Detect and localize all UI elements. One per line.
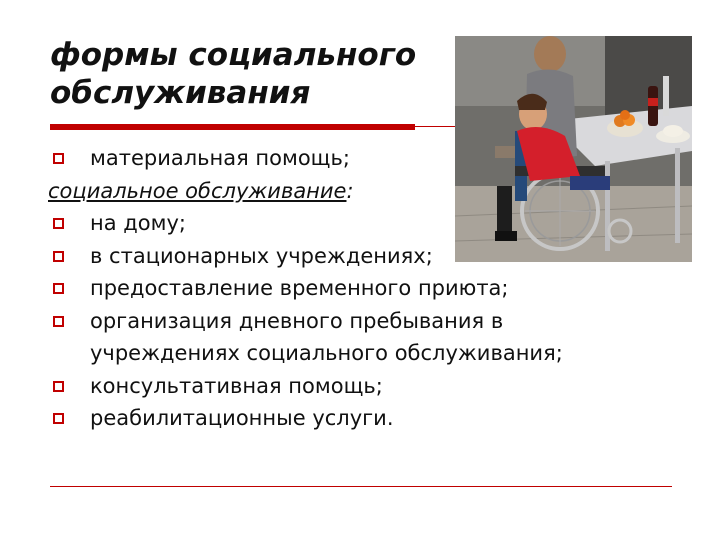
bullet-icon	[53, 316, 64, 327]
list-item	[48, 207, 688, 240]
list-item-continuation	[48, 337, 688, 370]
bullet-icon	[53, 251, 64, 262]
bullet-icon	[53, 413, 64, 424]
list-item	[48, 370, 688, 403]
list-item-text: предоставление временного приюта;	[90, 276, 509, 300]
list-item	[48, 402, 688, 435]
bullet-icon	[53, 381, 64, 392]
bullet-list	[48, 142, 688, 435]
bullet-icon	[53, 153, 64, 164]
bullet-icon	[53, 218, 64, 229]
title-line-1: формы социального	[50, 37, 417, 73]
list-item	[48, 272, 688, 305]
list-item-text: на дому;	[90, 211, 186, 235]
bullet-icon	[53, 283, 64, 294]
list-item-text: организация дневного пребывания в	[90, 308, 504, 333]
list-item-text: реабилитационные услуги.	[90, 406, 394, 430]
list-item-text: в стационарных учреждениях;	[90, 243, 433, 268]
subheading-text: социальное обслуживание	[48, 178, 347, 203]
list-item-text: учреждениях социального обслуживания;	[90, 341, 563, 365]
subheading-colon: :	[346, 178, 354, 203]
bottom-divider	[50, 486, 672, 487]
slide-title	[50, 36, 480, 112]
list-item	[48, 240, 688, 273]
list-item-text: материальная помощь;	[90, 146, 350, 170]
list-item-text: консультативная помощь;	[90, 373, 383, 398]
list-item	[48, 142, 688, 175]
title-line-2: обслуживания	[50, 75, 311, 111]
title-underline-bar	[50, 124, 415, 130]
list-subheading	[48, 175, 688, 208]
list-item	[48, 305, 688, 338]
